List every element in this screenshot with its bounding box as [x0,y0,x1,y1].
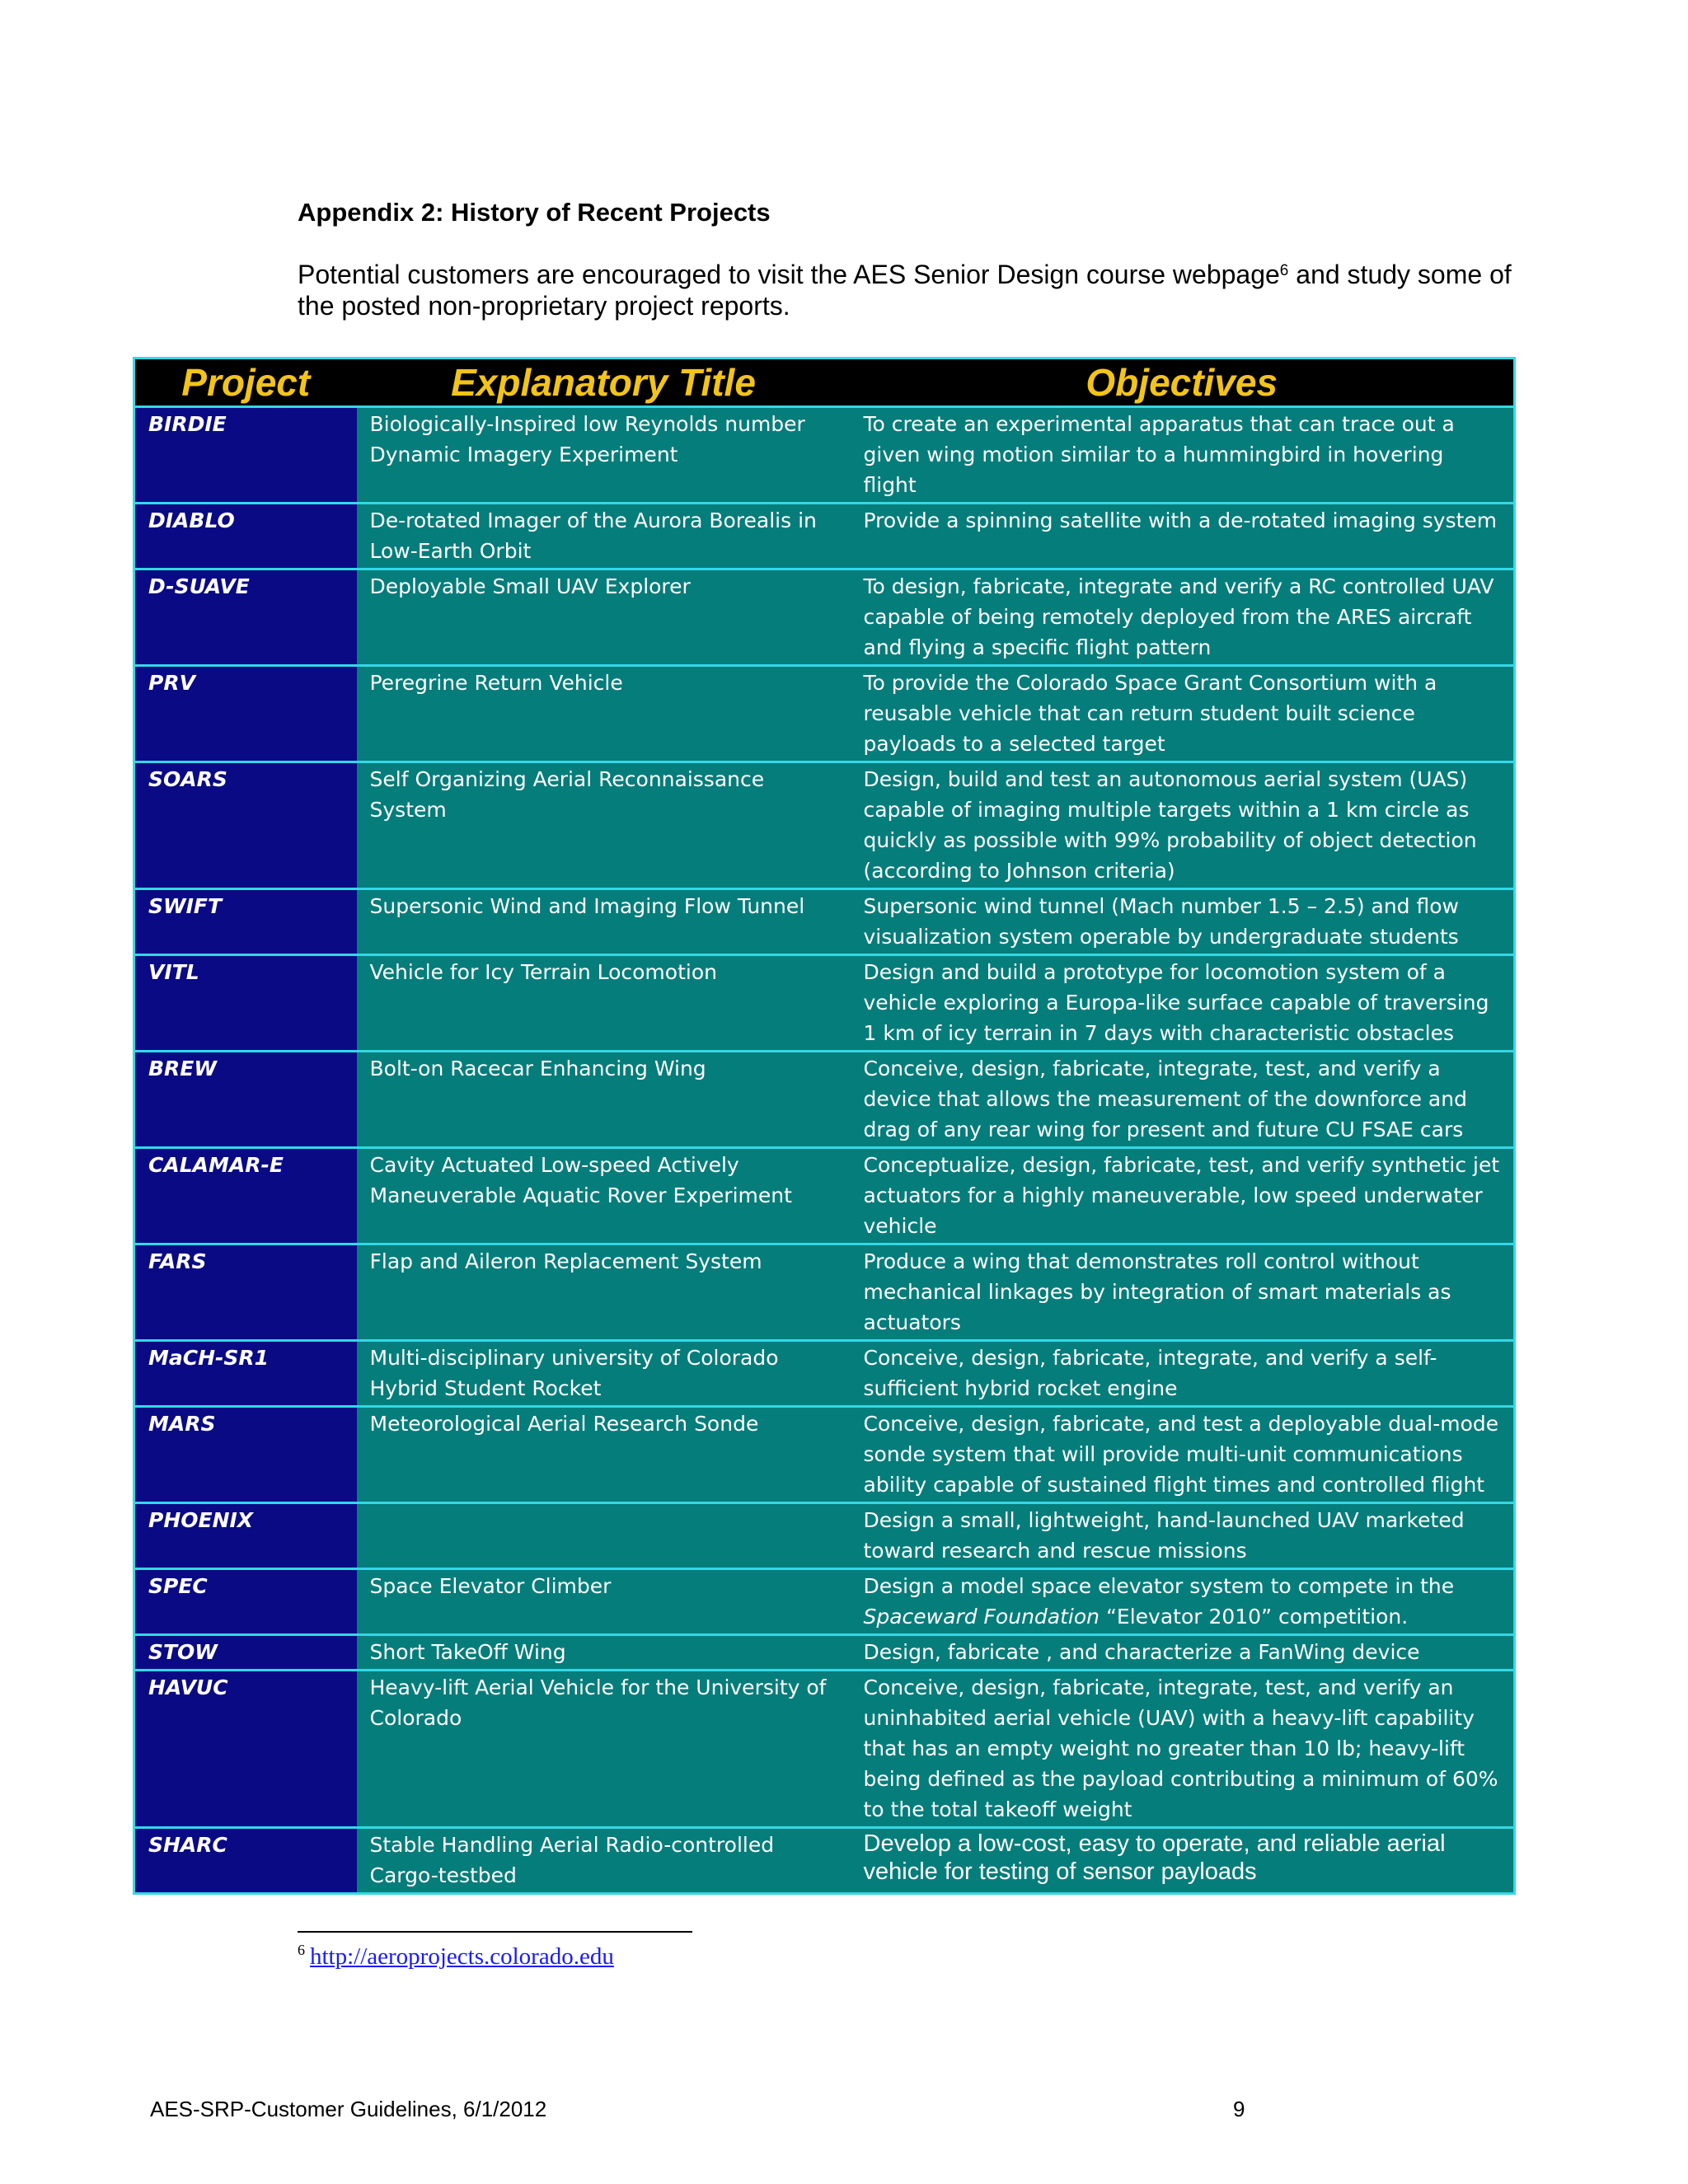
project-title: Peregrine Return Vehicle [357,666,851,762]
table-row [134,1407,1515,1503]
project-code: DIABLO [134,504,357,569]
project-objective: To create an experimental apparatus that can trace out a given wing motion similar to a hummingbird in hovering flight [851,407,1515,504]
appendix-heading: Appendix 2: History of Recent Projects [298,198,771,227]
project-objective: Conceptualize, design, fabricate, test, and verify synthetic jet actuators for a highly maneuverable, low speed underwater vehicle [851,1148,1515,1244]
project-code: HAVUC [134,1671,357,1828]
project-title: Biologically-Inspired low Reynolds number Dynamic Imagery Experiment [357,407,851,504]
project-title: Flap and Aileron Replacement System [357,1244,851,1341]
project-title: Multi-disciplinary university of Colorado Hybrid Student Rocket [357,1341,851,1407]
table-row [134,762,1515,889]
project-objective: Supersonic wind tunnel (Mach number 1.5 – 2.5) and flow visualization system operable by undergraduate students [851,889,1515,955]
project-title: Vehicle for Icy Terrain Locomotion [357,955,851,1052]
project-title: Meteorological Aerial Research Sonde [357,1407,851,1503]
project-title: Space Elevator Climber [357,1569,851,1635]
table-row [134,1671,1515,1828]
footnote [298,1943,614,1971]
header-project: Project [134,359,357,407]
project-code: MARS [134,1407,357,1503]
table-row [134,1503,1515,1569]
project-title: Heavy-lift Aerial Vehicle for the University of Colorado [357,1671,851,1828]
project-objective: Conceive, design, fabricate, and test a deployable dual-mode sonde system that will provide multi-unit communications ability capable of sustained flight times and controlled flight [851,1407,1515,1503]
project-code: FARS [134,1244,357,1341]
project-objective: Conceive, design, fabricate, integrate, and verify a self-sufficient hybrid rocket engine [851,1341,1515,1407]
header-objectives: Objectives [851,359,1515,407]
project-objective [851,1569,1515,1635]
table-row [134,1244,1515,1341]
objective-text-italic: Spaceward Foundation [863,1605,1100,1629]
project-objective: Conceive, design, fabricate, integrate, test, and verify an uninhabited aerial vehicle (UAV) with a heavy-lift capability that has an empty weight no greater than 10 lb; heavy-lift being defined as the payload contributing a minimum of 60% to the total takeoff weight [851,1671,1515,1828]
project-objective: To provide the Colorado Space Grant Consortium with a reusable vehicle that can return student built science payloads to a selected target [851,666,1515,762]
table-row [134,1148,1515,1244]
project-objective: Conceive, design, fabricate, integrate, test, and verify a device that allows the measurement of the downforce and drag of any rear wing for present and future CU FSAE cars [851,1052,1515,1148]
footnote-mark: 6 [298,1942,305,1958]
intro-text-after: and study some of the posted non-proprietary project reports. [298,260,1512,321]
project-code: PRV [134,666,357,762]
project-title: Bolt-on Racecar Enhancing Wing [357,1052,851,1148]
project-code: VITL [134,955,357,1052]
project-objective: Design a small, lightweight, hand-launched UAV marketed toward research and rescue missions [851,1503,1515,1569]
table-row [134,1052,1515,1148]
table-row [134,955,1515,1052]
footnote-link[interactable]: http://aeroprojects.colorado.edu [310,1943,614,1970]
page-number: 9 [1233,2097,1245,2121]
footnote-reference[interactable]: 6 [1279,262,1289,279]
intro-paragraph [298,259,1550,321]
project-code: STOW [134,1635,357,1671]
project-title [357,1503,851,1569]
project-objective: Design and build a prototype for locomotion system of a vehicle exploring a Europa-like surface capable of traversing 1 km of icy terrain in 7 days with characteristic obstacles [851,955,1515,1052]
project-title: Cavity Actuated Low-speed Actively Maneuverable Aquatic Rover Experiment [357,1148,851,1244]
table-row [134,1341,1515,1407]
project-code: BREW [134,1052,357,1148]
footnote-separator [298,1931,692,1933]
project-title: Short TakeOff Wing [357,1635,851,1671]
project-objective: To design, fabricate, integrate and verify a RC controlled UAV capable of being remotely deployed from the ARES aircraft and flying a specific flight pattern [851,569,1515,666]
project-objective: Design, fabricate , and characterize a FanWing device [851,1635,1515,1671]
project-title: Self Organizing Aerial Reconnaissance System [357,762,851,889]
project-objective: Design, build and test an autonomous aerial system (UAS) capable of imaging multiple targets within a 1 km circle as quickly as possible with 99% probability of object detection (according to Johnson criteria) [851,762,1515,889]
project-code: SHARC [134,1828,357,1894]
project-code: CALAMAR-E [134,1148,357,1244]
project-title: Supersonic Wind and Imaging Flow Tunnel [357,889,851,955]
project-objective: Develop a low-cost, easy to operate, and reliable aerial vehicle for testing of sensor payloads [851,1828,1515,1894]
table-row [134,666,1515,762]
project-title: Deployable Small UAV Explorer [357,569,851,666]
project-code: PHOENIX [134,1503,357,1569]
table-row [134,407,1515,504]
table-row [134,1635,1515,1671]
table-row [134,1569,1515,1635]
project-code: MaCH-SR1 [134,1341,357,1407]
table-row [134,504,1515,569]
project-objective: Produce a wing that demonstrates roll control without mechanical linkages by integration of smart materials as actuators [851,1244,1515,1341]
table-row [134,889,1515,955]
intro-text-before: Potential customers are encouraged to visit the AES Senior Design course webpage [298,260,1280,289]
project-code: BIRDIE [134,407,357,504]
table-header-row [134,359,1515,407]
table-row [134,569,1515,666]
header-explanatory-title: Explanatory Title [357,359,851,407]
objective-text-a: Design a model space elevator system to compete in the [863,1574,1455,1598]
project-title: Stable Handling Aerial Radio-controlled Cargo-testbed [357,1828,851,1894]
objective-text-b: “Elevator 2010” competition. [1100,1605,1409,1629]
project-code: SWIFT [134,889,357,955]
project-code: D-SUAVE [134,569,357,666]
table-row [134,1828,1515,1894]
footer-document-label: AES-SRP-Customer Guidelines, 6/1/2012 [150,2097,547,2121]
projects-table [133,357,1516,1895]
project-objective: Provide a spinning satellite with a de-rotated imaging system [851,504,1515,569]
project-title: De-rotated Imager of the Aurora Borealis in Low-Earth Orbit [357,504,851,569]
project-code: SPEC [134,1569,357,1635]
project-code: SOARS [134,762,357,889]
